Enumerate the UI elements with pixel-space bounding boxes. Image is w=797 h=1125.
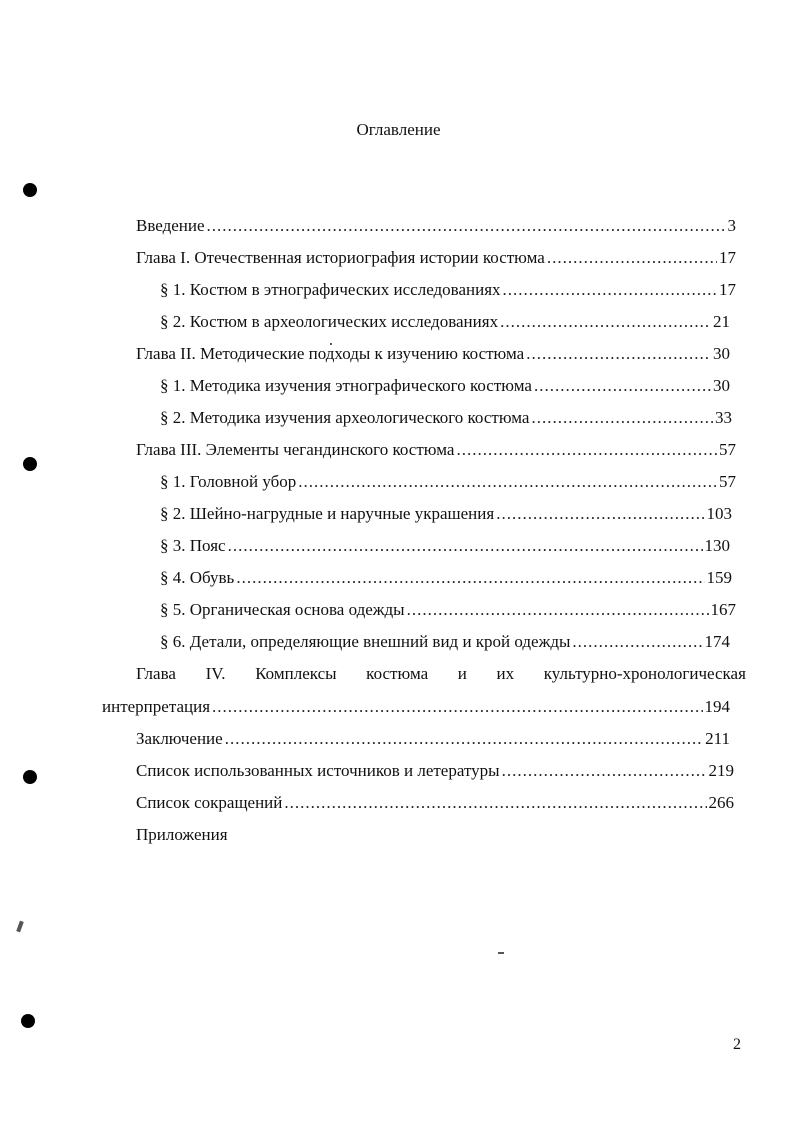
toc-leader — [456, 440, 717, 460]
toc-entry-page: 159 — [706, 568, 732, 587]
toc-entry-label: § 2. Шейно-нагрудные и наручные украшения — [160, 504, 495, 523]
punch-hole — [23, 770, 37, 784]
toc-entry — [160, 312, 730, 336]
chapter4-line1 — [136, 664, 746, 684]
toc-entry — [136, 344, 730, 368]
chapter4-word: и — [457, 664, 467, 683]
toc-entry-page: 30 — [713, 344, 730, 363]
toc-entry-page: 130 — [704, 536, 730, 555]
toc-entry — [160, 600, 736, 624]
toc-entry-page: 17 — [719, 280, 736, 299]
toc-leader — [547, 248, 717, 268]
toc-entry — [160, 408, 732, 432]
toc-leader — [236, 568, 704, 588]
toc-title: Оглавление — [356, 120, 441, 139]
punch-hole — [23, 457, 37, 471]
toc-entry-label: Заключение — [136, 729, 223, 748]
toc-leader — [526, 344, 711, 364]
chapter4-word: культурно-хронологическая — [543, 664, 746, 683]
chapter4-word: их — [496, 664, 515, 683]
toc-entry — [136, 729, 730, 753]
scan-speck — [498, 952, 504, 954]
chapter4-word: IV. — [205, 664, 226, 683]
toc-entry-label: § 3. Пояс — [160, 536, 226, 555]
toc-leader — [212, 697, 702, 717]
toc-entry-page: 219 — [708, 761, 734, 780]
toc-leader — [502, 761, 707, 781]
toc-entry — [160, 536, 730, 560]
toc-entry-label: § 4. Обувь — [160, 568, 235, 587]
toc-entry — [136, 216, 736, 240]
toc-entry-page: 211 — [705, 729, 730, 748]
toc-entry — [136, 793, 734, 817]
toc-entry — [160, 472, 736, 496]
toc-entry-page: 103 — [706, 504, 732, 523]
toc-entry-label: § 6. Детали, определяющие внешний вид и крой одежды — [160, 632, 571, 651]
toc-entry-page: 33 — [715, 408, 732, 427]
chapter4-word: Глава — [136, 664, 176, 683]
toc-entry — [160, 376, 730, 400]
toc-leader — [534, 376, 711, 396]
chapter4-word: Комплексы — [255, 664, 337, 683]
toc-leader — [228, 536, 703, 556]
toc-entry-label: § 1. Методика изучения этнографического костюма — [160, 376, 532, 395]
toc-entry-label: Глава I. Отечественная историография истории костюма — [136, 248, 545, 267]
scan-speck — [16, 921, 24, 933]
toc-entry-label: § 5. Органическая основа одежды — [160, 600, 405, 619]
toc-leader — [500, 312, 711, 332]
toc-leader — [407, 600, 709, 620]
toc-entry — [136, 440, 736, 464]
toc-entry — [160, 504, 732, 528]
toc-entry-label: § 2. Методика изучения археологического костюма — [160, 408, 530, 427]
page-number: 2 — [733, 1036, 741, 1053]
appendix-label: Приложения — [136, 825, 228, 844]
punch-hole — [21, 1014, 35, 1028]
toc-leader — [572, 632, 702, 652]
toc-entry — [160, 568, 732, 592]
toc-entry-page: 174 — [704, 632, 730, 651]
toc-leader — [503, 280, 717, 300]
toc-entry — [102, 697, 730, 721]
toc-entry-page: 57 — [719, 440, 736, 459]
toc-entry-page: 266 — [708, 793, 734, 812]
toc-entry-label: § 1. Головной убор — [160, 472, 297, 491]
toc-entry-page: 30 — [713, 376, 730, 395]
toc-leader — [225, 729, 703, 749]
toc-entry-page: 3 — [727, 216, 736, 235]
toc-entry-label: Список сокращений — [136, 793, 283, 812]
toc-entry — [160, 280, 736, 304]
toc-entry — [136, 761, 734, 785]
toc-entry-page: 167 — [710, 600, 736, 619]
punch-hole — [23, 183, 37, 197]
toc-leader — [284, 793, 706, 813]
toc-leader — [531, 408, 713, 428]
toc-entry-label: Введение — [136, 216, 205, 235]
toc-entry — [160, 632, 730, 656]
chapter4-word: костюма — [366, 664, 429, 683]
toc-entry — [136, 248, 736, 272]
toc-entry-page: 194 — [704, 697, 730, 716]
toc-leader — [496, 504, 704, 524]
toc-entry-label: интерпретация — [102, 697, 211, 716]
toc-entry-label: § 1. Костюм в этнографических исследованиях — [160, 280, 501, 299]
toc-entry-page: 21 — [713, 312, 730, 331]
toc-entry-label: Глава II. Методические подходы к изучению костюма — [136, 344, 525, 363]
toc-entry-page: 17 — [719, 248, 736, 267]
toc-entry-label: § 2. Костюм в археологических исследованиях — [160, 312, 499, 331]
toc-entry-page: 57 — [719, 472, 736, 491]
toc-entry-label: Глава III. Элементы чегандинского костюма — [136, 440, 455, 459]
toc-leader — [207, 216, 726, 236]
toc-entry-label: Список использованных источников и летературы — [136, 761, 500, 780]
toc-leader — [298, 472, 717, 492]
